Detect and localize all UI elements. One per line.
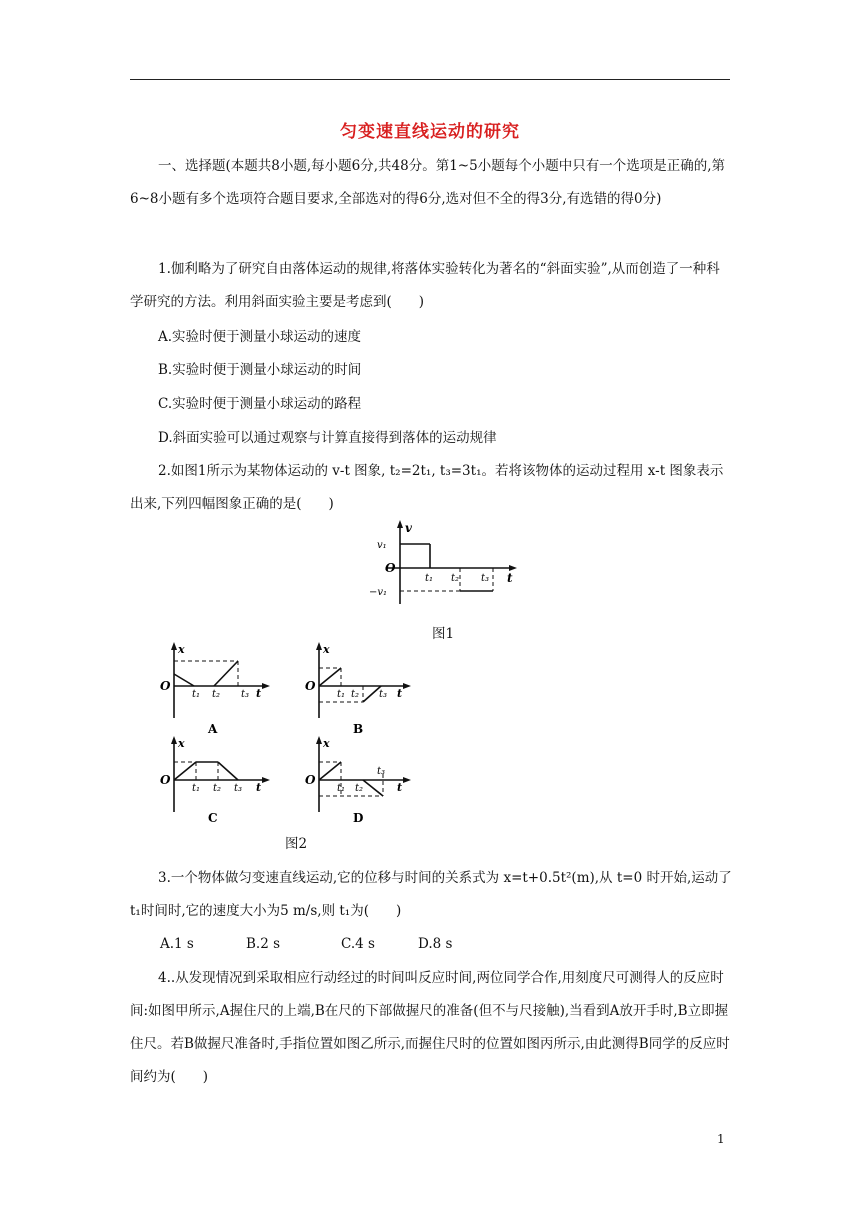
- q1-option-a: A.实验时便于测量小球运动的速度: [158, 329, 362, 345]
- q3-option-c: C.4 s: [341, 936, 375, 952]
- fig1-origin-label: O: [385, 561, 396, 575]
- q1-option-d: D.斜面实验可以通过观察与计算直接得到落体的运动规律: [158, 430, 497, 446]
- q1-option-c: C.实验时便于测量小球运动的路程: [158, 396, 362, 412]
- panel-b-t-label: t: [397, 687, 403, 700]
- panel-d-origin: O: [305, 773, 316, 787]
- header-rule: [130, 79, 730, 80]
- section-intro: 一、选择题(本题共8小题,每小题6分,共48分。第1~5小题每个小题中只有一个选项是正确的,第6~8小题有多个选项符合题目要求,全部选对的得6分,选对但不全的得3分,有选错的得0分): [130, 158, 725, 207]
- panel-b-t1: t₁: [337, 689, 346, 700]
- panel-d-t-label: t: [397, 781, 403, 794]
- q3-option-a: A.1 s: [160, 936, 194, 952]
- fig1-t3-label: t₃: [481, 573, 490, 584]
- panel-b-t3: t₃: [379, 689, 388, 700]
- panel-c-t-label: t: [256, 781, 262, 794]
- panel-a-t-label: t: [256, 687, 262, 700]
- panel-c-t1: t₁: [192, 783, 201, 794]
- panel-d-t2: t₂: [355, 783, 364, 794]
- figure-2-caption: 图2: [285, 836, 308, 852]
- fig1-t1-label: t₁: [425, 573, 434, 584]
- q3-option-d: D.8 s: [418, 936, 453, 952]
- panel-a-t1: t₁: [192, 689, 201, 700]
- panel-d-x-label: x: [323, 737, 330, 750]
- panel-c-origin: O: [160, 773, 171, 787]
- fig1-v-label: v: [405, 521, 412, 535]
- panel-b-x-label: x: [323, 643, 330, 656]
- panel-c-t3: t₃: [234, 783, 243, 794]
- panel-b-label: B: [353, 722, 364, 736]
- panel-a-label: A: [208, 722, 218, 736]
- page-title: 匀变速直线运动的研究: [340, 122, 520, 142]
- figure-2-panel-d: [303, 734, 423, 834]
- panel-d-t1: t₁: [337, 783, 346, 794]
- panel-c-label: C: [208, 811, 218, 825]
- panel-c-t2: t₂: [213, 783, 222, 794]
- panel-b-t2: t₂: [351, 689, 360, 700]
- panel-a-t3: t₃: [241, 689, 250, 700]
- figure-2-panel-c: [158, 734, 278, 834]
- fig1-neg-v1-label: −v₁: [369, 587, 388, 598]
- panel-d-label: D: [353, 811, 364, 825]
- q3-option-b: B.2 s: [246, 936, 281, 952]
- panel-b-origin: O: [305, 679, 316, 693]
- fig1-t-label: t: [507, 571, 513, 585]
- q1-option-b: B.实验时便于测量小球运动的时间: [158, 362, 362, 378]
- q4-stem: 4..从发现情况到采取相应行动经过的时间叫反应时间,两位同学合作,用刻度尺可测得人的反应时间:如图甲所示,A握住尺的上端,B在尺的下部做握尺的准备(但不与尺接触),当看到A放开手时,B立即握住尺。若B做握尺准备时,手指位置如图乙所示,而握住尺时的位置如图丙所示,由此测得B同学的反应时间约为( ): [130, 970, 730, 1085]
- q1-stem: 1.伽利略为了研究自由落体运动的规律,将落体实验转化为著名的“斜面实验”,从而创造了一种科学研究的方法。利用斜面实验主要是考虑到( ): [130, 261, 720, 310]
- panel-a-x-label: x: [178, 643, 185, 656]
- page-number: 1: [717, 1132, 725, 1146]
- figure-2-panel-a: [158, 640, 278, 740]
- fig1-t2-label: t₂: [451, 573, 460, 584]
- q2-stem: 2.如图1所示为某物体运动的 v-t 图象, t₂=2t₁, t₃=3t₁。若将该物体的运动过程用 x-t 图象表示出来,下列四幅图象正确的是( ): [130, 463, 724, 512]
- figure-1-vt-graph: [365, 518, 525, 608]
- panel-a-t2: t₂: [212, 689, 221, 700]
- figure-1-caption: 图1: [432, 626, 455, 642]
- fig1-v1-label: v₁: [377, 540, 387, 551]
- figure-2-panel-b: [303, 640, 423, 740]
- panel-d-t3: t₃: [377, 766, 386, 777]
- panel-a-origin: O: [160, 679, 171, 693]
- panel-c-x-label: x: [178, 737, 185, 750]
- q3-stem: 3.一个物体做匀变速直线运动,它的位移与时间的关系式为 x=t+0.5t²(m),从 t=0 时开始,运动了 t₁时间时,它的速度大小为5 m/s,则 t₁为( ): [130, 870, 732, 919]
